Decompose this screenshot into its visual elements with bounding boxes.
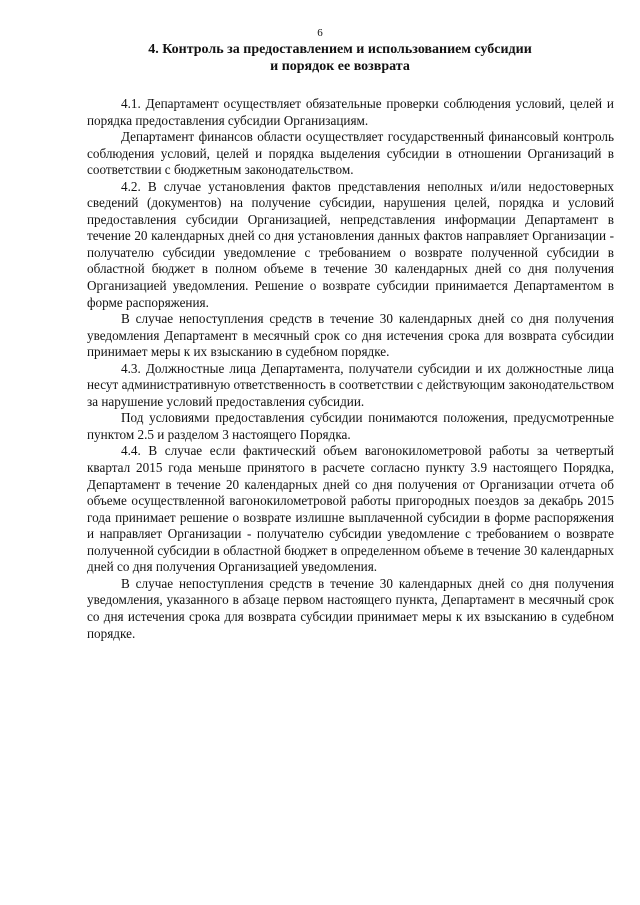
section-heading-line-2: и порядок ее возврата xyxy=(270,59,410,74)
paragraph-4-3-conditions: Под условиями предоставления субсидии понимаются положения, предусмотренные пунктом 2.5 и разделом 3 настоящего Порядка. xyxy=(87,410,614,442)
section-heading-line-1: 4. Контроль за предоставлением и использованием субсидии xyxy=(148,42,532,57)
section-heading xyxy=(60,41,620,75)
paragraph-4-3: 4.3. Должностные лица Департамента, получатели субсидии и их должностные лица несут административную ответственность в соответствии с действующим законодательством за нарушение условий предоставления субсидии. xyxy=(87,360,614,409)
section-body xyxy=(87,96,614,642)
paragraph-4-1: 4.1. Департамент осуществляет обязательные проверки соблюдения условий, целей и порядка предоставления субсидии Организациям. xyxy=(87,96,614,128)
paragraph-financial-control: Департамент финансов области осуществляет государственный финансовый контроль соблюдения условий, целей и порядка выделения субсидии в отношении Организаций в соответствии с бюджетным законодательством. xyxy=(87,129,614,178)
page-number: 6 xyxy=(317,27,323,39)
paragraph-4-2-recovery: В случае непоступления средств в течение 30 календарных дней со дня получения уведомления Департамент в месячный срок со дня истечения срока для возврата субсидии принимает меры к их взысканию в судебном порядке. xyxy=(87,311,614,360)
paragraph-4-2: 4.2. В случае установления фактов представления неполных и/или недостоверных сведений (документов) на получение субсидии, нарушения целей, порядка и условий предоставления субсидии Организацией, непредставления информации Департамент в течение 20 календарных дней со дня установления данных фактов направляет Организации - получателю субсидии уведомление с требованием о возврате полученной субсидии в областной бюджет в полном объеме в течение 30 календарных дней со дня получения Организацией уведомления. Решение о возврате субсидии принимается Департаментом в форме распоряжения. xyxy=(87,178,614,310)
paragraph-4-4: 4.4. В случае если фактический объем вагонокилометровой работы за четвертый квартал 2015 года меньше принятого в расчете согласно пункту 3.9 настоящего Порядка, Департамент в течение 20 календарных дней со дня получения от Организации отчета об объеме осуществленной вагонокилометровой работы пригородных поездов за декабрь 2015 года принимает решение о возврате излишне выплаченной субсидии в форме распоряжения и направляет Организации - получателю субсидии уведомление с требованием о возврате полученной субсидии в областной бюджет в определенном объеме в течение 30 календарных дней со дня получения Организацией уведомления. xyxy=(87,443,614,575)
paragraph-4-4-recovery: В случае непоступления средств в течение 30 календарных дней со дня получения уведомления, указанного в абзаце первом настоящего пункта, Департамент в месячный срок со дня истечения срока для возврата субсидии принимает меры к их взысканию в судебном порядке. xyxy=(87,575,614,641)
